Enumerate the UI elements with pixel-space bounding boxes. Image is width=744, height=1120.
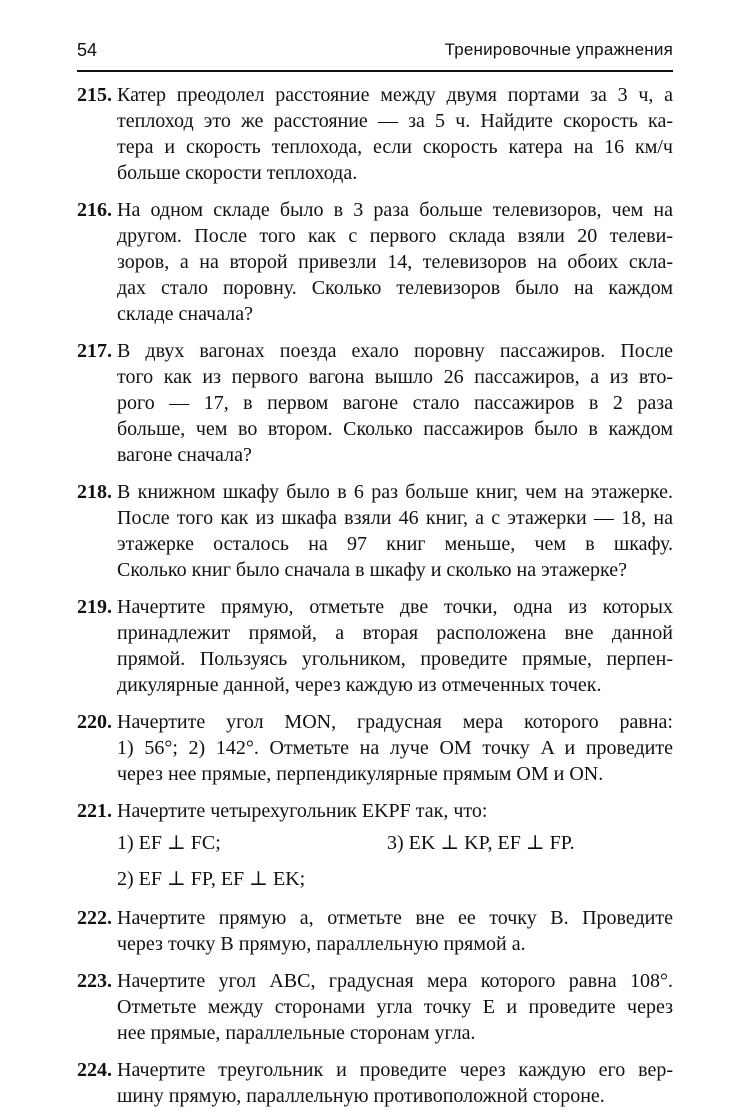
exercise-list: [77, 82, 673, 1120]
exercise-text-line: дикулярные данной, через каждую из отмеченных точек.: [117, 674, 602, 696]
exercise-text-line: нее прямые, параллельные сторонам угла.: [117, 1022, 476, 1044]
condition-item-3: 3) EK ⊥ KP, EF ⊥ FP.: [387, 832, 575, 854]
exercise-number: 221.: [77, 800, 112, 822]
exercise-text-line: этажерке осталось на 97 книг меньше, чем в шкафу.: [117, 533, 673, 555]
exercise-221: [77, 798, 673, 894]
exercise-text-line: зоров, а на второй привезли 14, телевизоров на обоих скла-: [117, 251, 673, 273]
exercise-text-line: больше скорости теплохода.: [117, 162, 358, 184]
exercise-number: 220.: [77, 711, 112, 733]
page-number: 54: [77, 40, 98, 60]
exercise-number: 218.: [77, 481, 112, 503]
exercise-text-line: вагоне сначала?: [117, 444, 252, 466]
exercise-conditions: [117, 830, 673, 894]
exercise-text-line: шину прямую, параллельную противоположной стороне.: [117, 1085, 605, 1107]
exercise-text-line: Начертите угол MON, градусная мера которого равна:: [117, 711, 673, 733]
exercise-text-line: Начертите треугольник и проведите через каждую его вер-: [117, 1059, 673, 1081]
exercise-text-line: принадлежит прямой, а вторая расположена вне данной: [117, 622, 673, 644]
exercise-number: 223.: [77, 970, 112, 992]
exercise-text-line: складе сначала?: [117, 303, 254, 325]
exercise-text-line: Начертите четырехугольник EKPF так, что:: [117, 800, 488, 822]
exercise-text-line: Начертите прямую a, отметьте вне ее точку B. Проведите: [117, 907, 673, 929]
exercise-text-line: больше, чем во втором. Сколько пассажиров было в каждом: [117, 418, 673, 440]
exercise-text-line: В книжном шкафу было в 6 раз больше книг, чем на этажерке.: [117, 481, 673, 503]
exercise-text-line: рого — 17, в первом вагоне стало пассажиров в 2 раза: [117, 392, 673, 414]
exercise-text-line: другом. После того как с первого склада взяли 20 телеви-: [117, 225, 673, 247]
exercise-text-line: через нее прямые, перпендикулярные прямым OM и ON.: [117, 763, 604, 785]
exercise-text-line: Сколько книг было сначала в шкафу и сколько на этажерке?: [117, 559, 627, 581]
exercise-text-line: дах стало поровну. Сколько телевизоров было на каждом: [117, 277, 673, 299]
exercise-number: 216.: [77, 199, 112, 221]
exercise-219: [77, 594, 673, 698]
exercise-text-line: прямой. Пользуясь угольником, проведите прямые, перпен-: [117, 648, 673, 670]
exercise-text-line: Начертите прямую, отметьте две точки, одна из которых: [117, 596, 673, 618]
running-title: Тренировочные упражнения: [444, 40, 673, 59]
exercise-text-line: через точку B прямую, параллельную прямой a.: [117, 933, 526, 955]
exercise-number: 224.: [77, 1059, 112, 1081]
exercise-223: [77, 968, 673, 1046]
exercise-number: 217.: [77, 340, 112, 362]
exercise-text-line: Начертите угол ABC, градусная мера которого равна 108°.: [117, 970, 673, 992]
exercise-number: 215.: [77, 84, 112, 106]
exercise-text-line: 1) 56°; 2) 142°. Отметьте на луче OM точку A и проведите: [117, 737, 673, 759]
exercise-text-line: теплоход это же расстояние — за 5 ч. Найдите скорость ка-: [117, 110, 673, 132]
exercise-text-line: На одном складе было в 3 раза больше телевизоров, чем на: [117, 199, 673, 221]
exercise-text-line: тера и скорость теплохода, если скорость катера на 16 км/ч: [117, 136, 673, 158]
exercise-text-line: Отметьте между сторонами угла точку E и проведите через: [117, 996, 673, 1018]
exercise-222: [77, 905, 673, 957]
exercise-text-line: Катер преодолел расстояние между двумя портами за 3 ч, а: [117, 84, 673, 106]
condition-item-1: 1) EF ⊥ FC;: [117, 832, 221, 854]
exercise-number: 222.: [77, 907, 112, 929]
exercise-216: [77, 197, 673, 327]
exercise-text-line: В двух вагонах поезда ехало поровну пассажиров. После: [117, 340, 673, 362]
exercise-215: [77, 82, 673, 186]
page-header: [77, 40, 673, 72]
exercise-number: 219.: [77, 596, 112, 618]
exercise-220: [77, 709, 673, 787]
exercise-text-line: После того как из шкафа взяли 46 книг, а с этажерки — 18, на: [117, 507, 673, 529]
exercise-text-line: того как из первого вагона вышло 26 пассажиров, а из вто-: [117, 366, 673, 388]
exercise-218: [77, 479, 673, 583]
exercise-217: [77, 338, 673, 468]
condition-item-2: 2) EF ⊥ FP, EF ⊥ EK;: [117, 868, 306, 890]
exercise-224: [77, 1057, 673, 1109]
